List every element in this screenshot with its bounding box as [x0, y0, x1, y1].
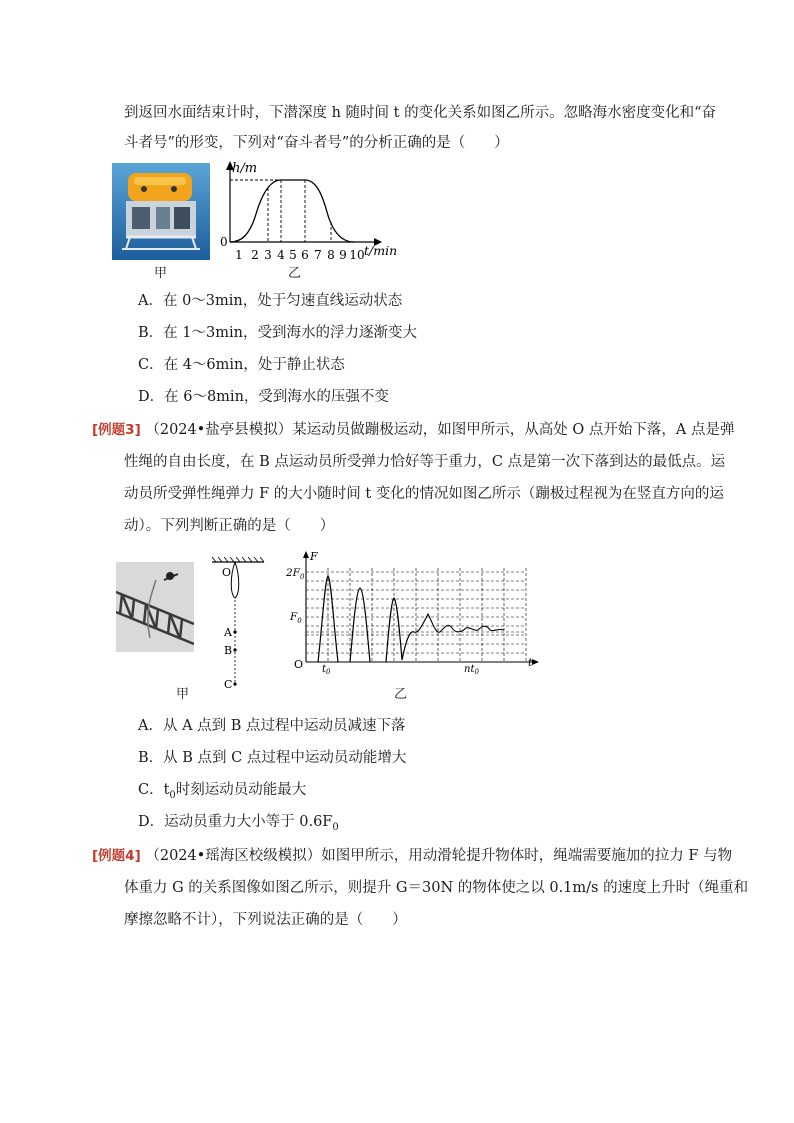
- q4-stem-line-2: 体重力 G 的关系图像如图乙所示，则提升 G＝30N 的物体使之以 0.1m/s 的速度上升时（绳重和: [124, 880, 749, 896]
- q3-option-a: A．从 A 点到 B 点过程中运动员减速下落: [138, 718, 406, 734]
- q2-option-b: B．在 1～3min，受到海水的浮力逐渐变大: [138, 325, 417, 341]
- y-tick-2f0: $2F_0$: [286, 567, 305, 581]
- q4-tag: [例题4]: [92, 848, 141, 864]
- bungee-diagram: [208, 556, 270, 696]
- q2-option-c: C．在 4～6min，处于静止状态: [138, 357, 345, 373]
- tick-5: 5: [289, 248, 297, 262]
- q2-option-a: A．在 0～3min，处于匀速直线运动状态: [138, 293, 403, 309]
- q3-stem-line-3: 动员所受弹性绳弹力 F 的大小随时间 t 变化的情况如图乙所示（蹦极过程视为在竖直方向的运: [124, 486, 724, 502]
- q2-fig-jia-caption: 甲: [154, 266, 168, 281]
- q3-tag: [例题3]: [92, 422, 141, 438]
- q3-stem-line-1: [92, 420, 734, 440]
- q4-stem-line-3: 摩擦忽略不计），下列说法正确的是（ ）: [124, 912, 407, 928]
- h-axis-label: h/m: [232, 161, 258, 176]
- f-origin-label: O: [294, 658, 304, 671]
- point-c-label: C: [224, 678, 233, 691]
- x-tick-t0: $t_0$: [322, 664, 331, 674]
- bungee-photo: [116, 562, 194, 652]
- q4-stem-text-1: （2024•瑶海区校级模拟）如图甲所示，用动滑轮提升物体时，绳端需要施加的拉力 F 与物: [145, 848, 733, 864]
- force-time-graph: [282, 548, 544, 678]
- submersible-photo: [112, 163, 210, 260]
- t-axis-label-2: t: [528, 656, 533, 669]
- point-o-label: O: [222, 566, 232, 579]
- q3-stem-text-1: （2024•盐亭县模拟）某运动员做蹦极运动，如图甲所示，从高处 O 点开始下落，A 点是弹: [145, 422, 735, 438]
- f-axis-label: F: [310, 550, 318, 563]
- q3-option-b: B．从 B 点到 C 点过程中运动员动能增大: [138, 750, 407, 766]
- q3-stem-line-2: 性绳的自由长度，在 B 点运动员所受弹力恰好等于重力，C 点是第一次下落到达的最低点。运: [124, 454, 726, 470]
- origin-label: 0: [220, 235, 228, 249]
- point-a-label: A: [224, 626, 232, 639]
- tick-10: 10: [349, 248, 365, 262]
- tick-9: 9: [339, 248, 347, 262]
- tick-7: 7: [314, 248, 322, 262]
- x-tick-nt0: $nt_0$: [464, 664, 479, 674]
- tick-3: 3: [264, 248, 272, 262]
- q2-option-d: D．在 6～8min，受到海水的压强不变: [138, 389, 389, 405]
- tick-6: 6: [301, 248, 309, 262]
- q3-fig-jia-caption: 甲: [176, 687, 190, 702]
- tick-2: 2: [251, 248, 259, 262]
- q2-stem-line-2: 斗者号”的形变，下列对“奋斗者号”的分析正确的是（ ）: [124, 135, 509, 151]
- y-tick-f0: $F_0$: [290, 611, 302, 625]
- depth-time-graph: [214, 158, 404, 268]
- q4-stem-line-1: [92, 846, 732, 866]
- t-axis-label: t/min: [364, 243, 398, 258]
- tick-8: 8: [327, 248, 335, 262]
- q3-option-c: C．$t_0$时刻运动员动能最大: [138, 782, 307, 801]
- q3-fig-yi-caption: 乙: [394, 687, 408, 702]
- q2-fig-yi-caption: 乙: [288, 266, 302, 281]
- point-b-label: B: [224, 644, 233, 657]
- q3-stem-line-4: 动）。下列判断正确的是（ ）: [124, 518, 335, 534]
- tick-4: 4: [277, 248, 285, 262]
- q2-stem-line-1: 到返回水面结束计时，下潜深度 h 随时间 t 的变化关系如图乙所示。忽略海水密度变化和“奋: [124, 105, 717, 121]
- tick-1: 1: [235, 248, 243, 262]
- q3-option-d: D．运动员重力大小等于 $0.6F_0$: [138, 814, 339, 833]
